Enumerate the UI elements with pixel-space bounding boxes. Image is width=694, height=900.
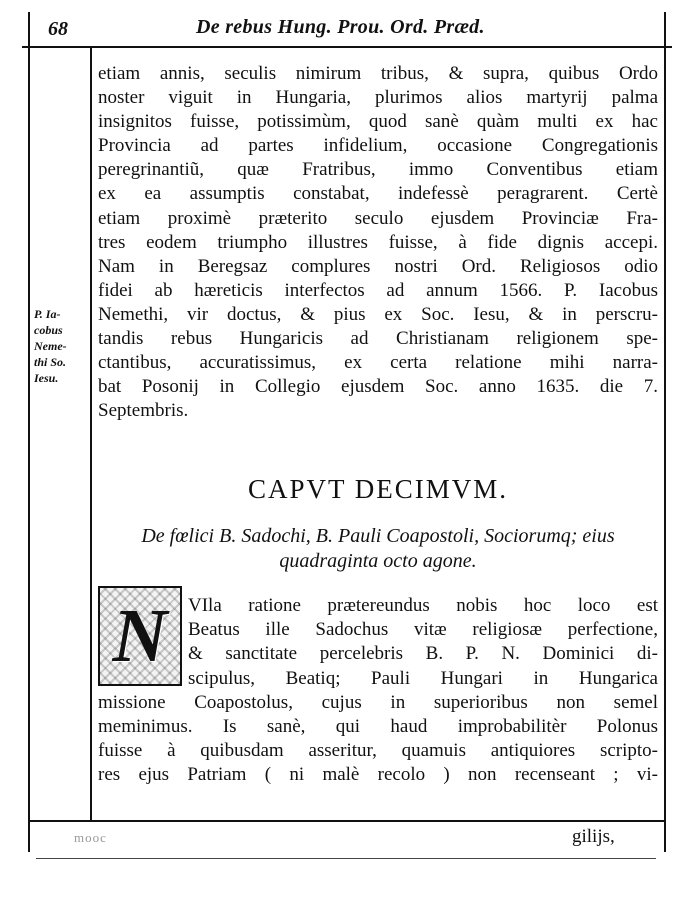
page-number: 68 [48, 18, 68, 40]
base-rule [36, 858, 656, 859]
text-line: Nam in Beregsaz complures nostri Ord. Religiosos odio [98, 255, 658, 277]
text-line: Provincia ad partes infidelium, occasione Congregationis [98, 135, 658, 157]
left-border-rule [28, 12, 30, 852]
chapter-subtitle-line: De fœlici B. Sadochi, B. Pauli Coapostoli, Sociorumq; eius [141, 525, 615, 547]
chapter-subtitle-line: quadraginta octo agone. [279, 550, 477, 572]
chapter-text-line: & sanctitate percelebris B. P. N. Dominici di- [188, 643, 658, 665]
text-line: fidei ab hæreticis interfectos ad annum 1566. P. Iacobus [98, 279, 658, 301]
chapter-text-line: res ejus Patriam ( ni malè recolo ) non recenseant ; vi- [98, 764, 658, 786]
chapter-text-line: Beatus ille Sadochus vitæ religiosæ perfectione, [188, 619, 658, 641]
chapter-text [98, 594, 658, 788]
chapter-text-line: meminimus. Is sanè, qui haud improbabilitèr Polonus [98, 716, 658, 738]
margin-note-line: Neme- [34, 339, 67, 353]
running-title: De rebus Hung. Prou. Ord. Præd. [196, 16, 485, 38]
margin-note-line: P. Ia- [34, 307, 61, 321]
text-line: etiam annis, seculis nimirum tribus, & supra, quibus Ordo [98, 63, 658, 84]
text-line: peregrinantiũ, quæ Fratribus, immo Conventibus etiam [98, 159, 658, 181]
right-border-rule [664, 12, 666, 852]
text-line: tres eodem triumpho illustres fuisse, à fide dignis accepi. [98, 231, 658, 253]
catchword: gilijs, [572, 826, 615, 847]
text-line: insignitos fuisse, potissimùm, quod sanè quàm multi ex hac [98, 111, 658, 133]
margin-note-line: cobus [34, 323, 63, 337]
text-line: Nemethi, vir doctus, & pius ex Soc. Iesu, & in perscru- [98, 303, 658, 325]
body-text [98, 62, 658, 423]
text-line: etiam proximè præterito seculo ejusdem Provinciæ Fra- [98, 207, 658, 229]
text-line: ex ea assumptis constabat, indefessè peragrarent. Certè [98, 183, 658, 205]
drop-cap-letter: N [112, 594, 168, 678]
chapter-text-line: scipulus, Beatiq; Pauli Hungari in Hungarica [188, 667, 658, 689]
text-line: noster viguit in Hungaria, plurimos alios martyrij palma [98, 87, 658, 109]
text-line: bat Posonij in Collegio ejusdem Soc. anno 1635. die 7. [98, 376, 658, 398]
top-rule [22, 46, 672, 48]
text-line: ctantibus, accuratissimus, ex certa relatione mihi narra- [98, 352, 658, 374]
text-line: Septembris. [98, 400, 189, 422]
chapter-text-line: VIla ratione prætereundus nobis hoc loco est [188, 595, 658, 616]
margin-note-line: thi So. [34, 355, 67, 369]
margin-note [34, 306, 88, 386]
margin-column-rule [90, 46, 92, 821]
margin-note-line: Iesu. [34, 371, 59, 385]
bottom-rule [30, 820, 664, 822]
chapter-heading: CAPVT DECIMVM. [247, 474, 509, 504]
text-line: tandis rebus Hungaricis ad Christianam religionem spe- [98, 328, 658, 350]
faint-stamp-mark: mooc [74, 830, 107, 845]
chapter-subtitle [98, 524, 658, 574]
chapter-text-line: fuisse à quibusdam asseritur, quamuis antiquiores scripto- [98, 740, 658, 762]
chapter-text-line: missione Coapostolus, cujus in superioribus non semel [98, 691, 658, 713]
